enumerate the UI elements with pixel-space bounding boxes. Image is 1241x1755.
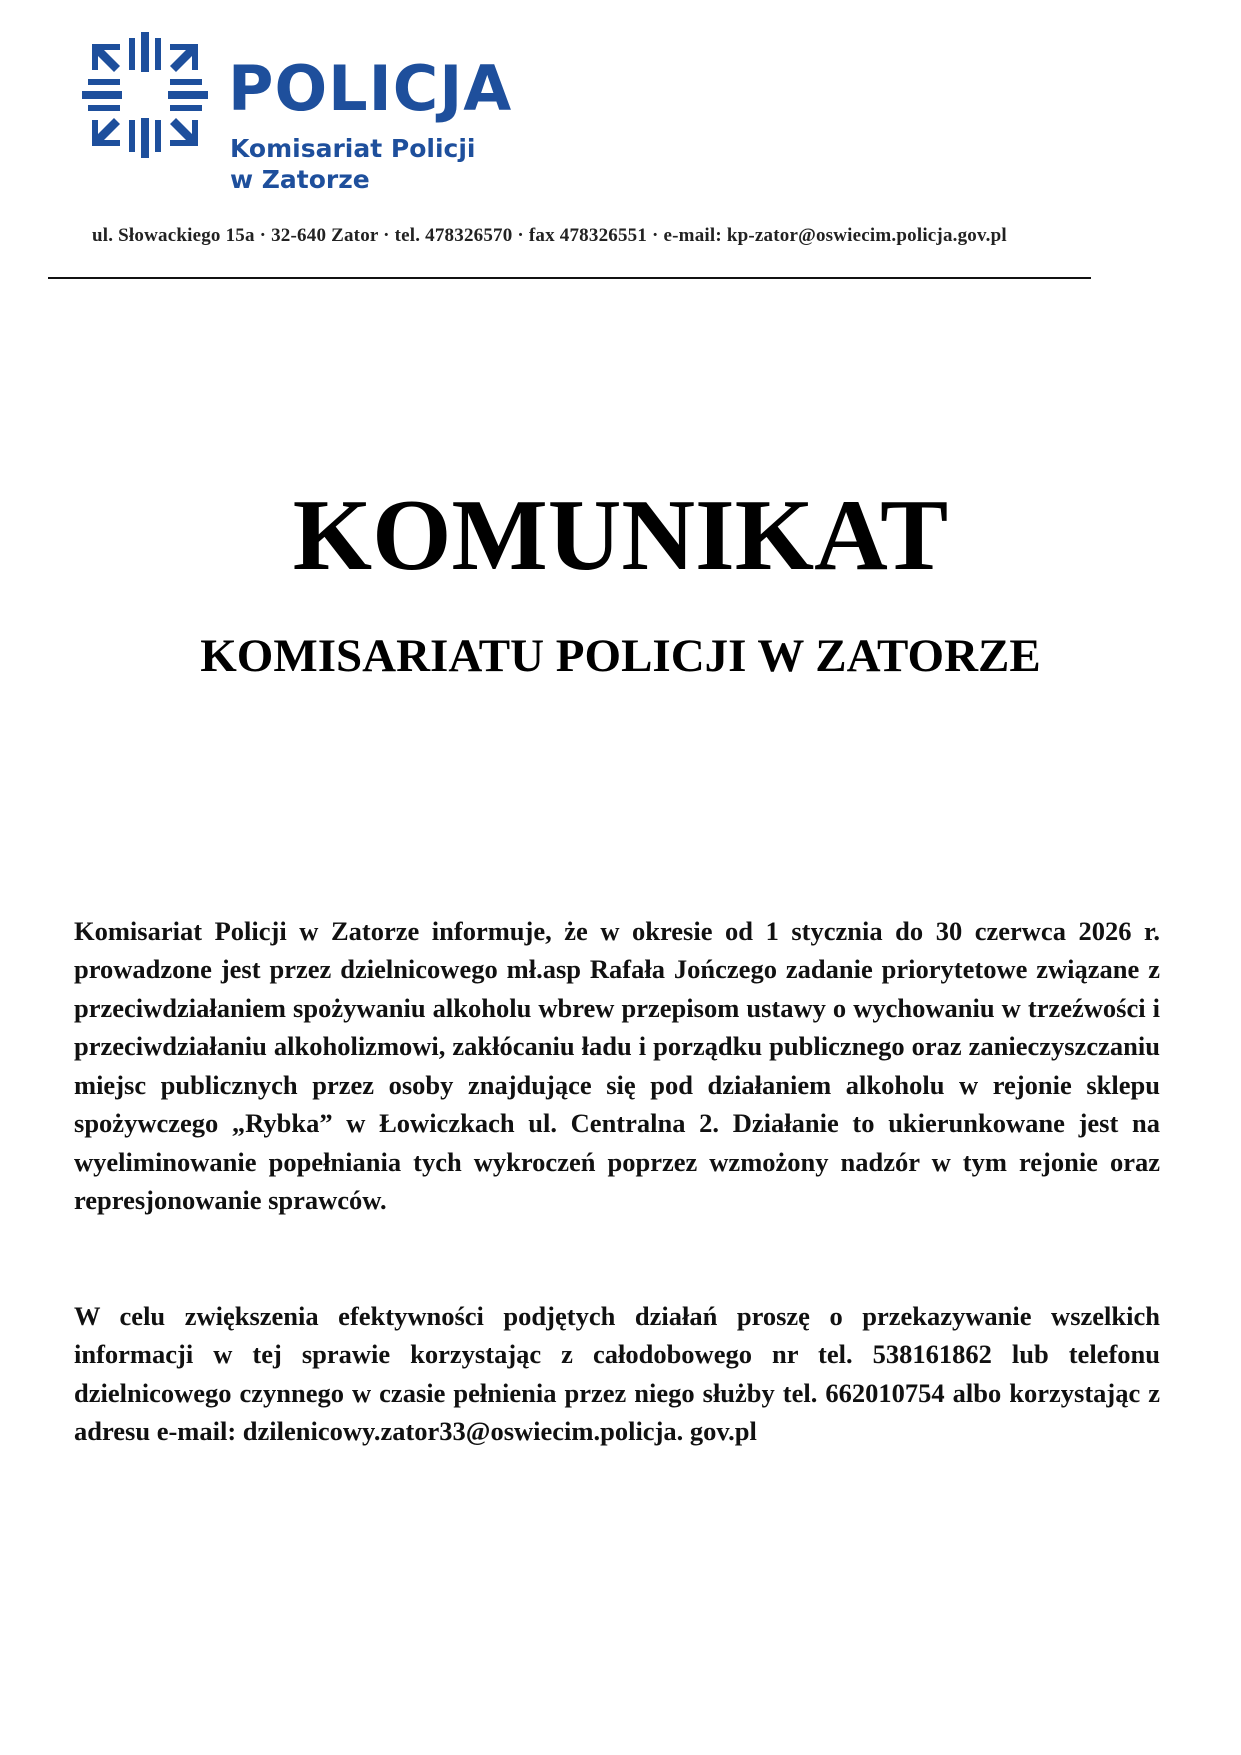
police-star-emblem-icon [80, 30, 210, 160]
police-brand-name: POLICJA [228, 52, 513, 125]
station-name-line-2: w Zatorze [230, 165, 370, 194]
document-subtitle: KOMISARIATU POLICJI W ZATORZE [200, 630, 1041, 682]
police-logo [80, 30, 513, 200]
station-address-line: ul. Słowackiego 15a · 32-640 Zator · tel. 478326570 · fax 478326551 · e-mail: kp-zator@oswiecim.policja.gov.pl [92, 225, 1007, 246]
document-title: KOMUNIKAT [292, 479, 949, 592]
header-divider [48, 277, 1091, 279]
notice-paragraph-1: Komisariat Policji w Zatorze informuje, że w okresie od 1 stycznia do 30 czerwca 2026 r. prowadzone jest przez dzielnicowego mł.asp Rafała Jończego zadanie priorytetowe związane z przeciwdziałaniem spożywaniu alkoholu wbrew przepisom ustawy o wychowaniu w trzeźwości i przeciwdziałaniu alkoholizmowi, zakłócaniu ładu i porządku publicznego oraz zanieczyszczaniu miejsc publicznych przez osoby znajdujące się pod działaniem alkoholu w rejonie sklepu spożywczego „Rybka” w Łowiczkach ul. Centralna 2. Działanie to ukierunkowane jest na wyeliminowanie popełniania tych wykroczeń poprzez wzmożony nadzór w tym rejonie oraz represjonowanie sprawców. [74, 915, 1160, 1215]
notice-paragraph-2: W celu zwiększenia efektywności podjętych działań proszę o przekazywanie wszelkich informacji w tej sprawie korzystając z całodobowego nr tel. 538161862 lub telefonu dzielnicowego czynnego w czasie pełnienia przez niego służby tel. 662010754 albo korzystając z adresu e-mail: dzilenicowy.zator33@oswiecim.policja. gov.pl [74, 1300, 1160, 1446]
station-name [230, 133, 476, 195]
station-name-line-1: Komisariat Policji [230, 134, 476, 163]
